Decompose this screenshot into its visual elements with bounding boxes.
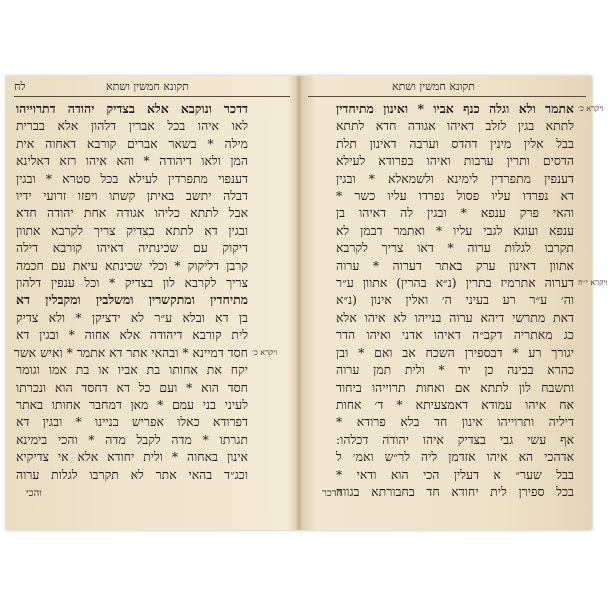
text-line: מתיחדין ומתקשרין ומשלבין ומקבלין דא bbox=[16, 292, 248, 308]
text-line: בבל אלין מינין דהדס וערבה דאינון תלת bbox=[336, 135, 574, 151]
text-line: אדהכי הא איהו אזדמן ליה לר״ש ואמ׳ ל bbox=[336, 449, 574, 465]
right-page bbox=[302, 76, 608, 530]
text-line: אף עשי גבי בצדיק איהו יהודה דכלהו: bbox=[336, 431, 574, 447]
text-line: אתמר ולא וגלה כנף אביו * ואינון מתיחדין bbox=[336, 101, 574, 116]
text-line: כג מאתריה דקב״ה דאיהו אדני ואיהו הדר bbox=[336, 327, 574, 343]
text-line: דא נפרדו עליו פסול נפרדו עליו כשר * bbox=[336, 188, 574, 204]
page-number: לח bbox=[14, 80, 26, 93]
text-line: דדכר ונוקבא אלא בצדיק יהודה דתרוייהו bbox=[16, 101, 248, 116]
text-line: יגורך רע * דבספירן השכח אב ואם * ובן bbox=[336, 344, 574, 360]
text-line: לית קורבא דיהודה אלא אחוה * ובגין דא bbox=[16, 327, 248, 343]
text-block bbox=[336, 100, 574, 500]
text-line: קרבן דליקוק * וכלי שכינתא עיאת עם חכמה bbox=[16, 257, 248, 273]
text-line: מילה * בשאר אברים קורבא דאחוה אית bbox=[16, 135, 248, 151]
header-rule bbox=[308, 96, 586, 97]
text-line: דענפין מתפרדין לימינא ולשמאלא * ובגין bbox=[336, 170, 574, 186]
text-line: ובגין דא לתתא בצדיק צריך לקרבא אתוון bbox=[16, 222, 248, 238]
text-line: ענפא ועוגא לגבי עליו * ואתמר דבמן לא bbox=[336, 222, 574, 238]
text-line: דערוה אתרמיז בתרין (נ״א בהרין) אתוון ע״ר bbox=[336, 275, 574, 291]
text-line: דיקוק עם שכינתיה דאיהו קורבא דילה bbox=[16, 240, 248, 256]
text-line: אח איהו עמודא דאמצעיתא * ד׳ אחות bbox=[336, 396, 574, 412]
left-page bbox=[6, 76, 296, 530]
text-block bbox=[13, 100, 248, 483]
open-book bbox=[6, 76, 608, 530]
text-line: דאת מתרשי דיהא ערוה בנייהו לא איהו אלא bbox=[336, 309, 574, 325]
text-line: דיליה ותרוייהו אינון חד בלא פרודא * bbox=[336, 414, 574, 430]
running-title: תקונא חמשין ושתא bbox=[106, 80, 189, 93]
text-line: יקח את אחותו בת אביו או בת אמו וגומר bbox=[16, 362, 248, 378]
text-line: חסד דמיינא * ובהאי אתר דא אתמר * ואיש אשר bbox=[13, 344, 248, 360]
text-line: בבל שער״ א דעלין הכי הוא ודאי * bbox=[336, 466, 574, 482]
text-line: וכג״ד בהאי אתר לא תקרבו לגלות ערוה bbox=[16, 466, 248, 482]
text-line: וה׳ ע״ר רע בעיני ה׳ ואלין אינון (נ״א bbox=[336, 292, 574, 308]
text-line: תקרבו לגלות ערוה * דאו צריך לקרבא bbox=[336, 240, 574, 256]
text-line: תגרתו * מדה לקבל מדה * והכי בימינא bbox=[16, 431, 248, 447]
text-line: חסד הוא * ועם כל דא דחסד הוא ונכרתו bbox=[16, 379, 248, 395]
catchword: דדכר bbox=[322, 488, 342, 499]
margin-reference: ויקרא כ׳ bbox=[252, 347, 278, 357]
text-line: המן ולאו דיהודה * והא איהו רזא דאלינא bbox=[16, 153, 248, 169]
margin-reference: ויקרא י״ח bbox=[578, 278, 608, 287]
text-line: דענפוי מתפרדין לעילא בכל סטרא * ובגין bbox=[16, 170, 248, 186]
text-line: לתתא בגין לזלב דאיהו אגודה חדא לתתא bbox=[336, 118, 574, 134]
text-line: דפרודא כאלו אפריש בניינו * ובגין דא bbox=[16, 414, 248, 430]
text-line: אינון באחוה * ולית יחודא אלא אי צדיקיא bbox=[16, 449, 248, 465]
catchword: והכי bbox=[26, 488, 42, 499]
text-line: אבל לתתא כליהו אגודה אחת יהודה חדא bbox=[16, 205, 248, 221]
text-line: כהרא בבינה כן יוד * ולית תמן ערוה bbox=[336, 362, 574, 378]
text-line: צריך לקרבא לון בצדיק * וכל ענפין דלהון bbox=[16, 275, 248, 291]
text-line: בן דא ובלא ע״ר לא ידציקן * ולא צדיק bbox=[16, 309, 248, 325]
text-line: בכל ספירן לית יחודא חד בחבורתא בגווה bbox=[336, 483, 574, 499]
text-line: אתוון דאינון ערק באתר דערוה * ערוה bbox=[336, 257, 574, 273]
header-rule bbox=[14, 96, 290, 97]
text-line: דבלה יתשב באיתן קשתו ויפזו זרועי ידיו bbox=[16, 188, 248, 204]
text-line: לעיני בני עמם * מאן דמחבר אחותו באתר bbox=[16, 396, 248, 412]
text-line: הדסים ותרין ערבות ואיהו בפרודא לעילא bbox=[336, 153, 574, 169]
text-line: לאו איהו בכל אברין דלהון אלא בברית bbox=[16, 118, 248, 134]
margin-reference: ויקרא כ׳ bbox=[578, 104, 604, 113]
text-line: ותשבח לון לתתא אם ואחות תרוייהו ביחוד bbox=[336, 379, 574, 395]
running-title: תקונא חמשין ושתא bbox=[392, 80, 475, 93]
text-line: והאי פרק ענפא * ובגין לה דאיהו בן bbox=[336, 205, 574, 221]
